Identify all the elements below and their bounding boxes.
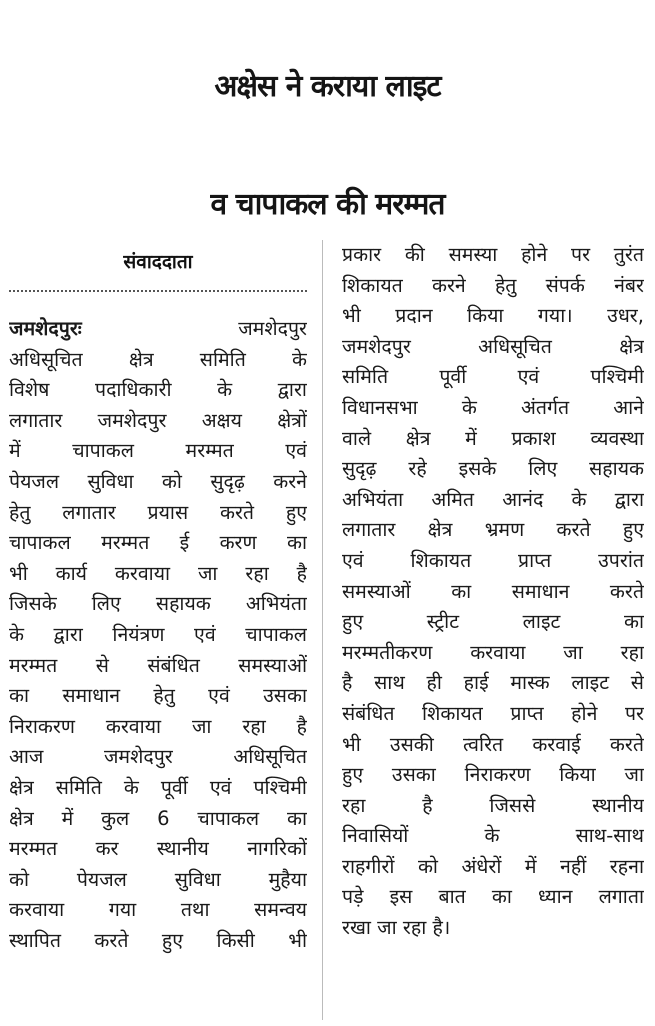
right-column-line: समिति पूर्वी एवं पश्चिमी xyxy=(342,365,644,389)
right-column-line: हुए स्ट्रीट लाइट का xyxy=(342,610,644,634)
right-column-line: शिकायत करने हेतु संपर्क नंबर xyxy=(342,273,644,297)
right-column-line: भी प्रदान किया गया। उधर, xyxy=(342,304,644,328)
left-column-line: भी कार्य करवाया जा रहा है xyxy=(9,561,307,585)
left-column-line: आज जमशेदपुर अधिसूचित xyxy=(9,745,307,769)
left-column-line: मरम्मत से संबंधित समस्याओं xyxy=(9,653,307,677)
left-column xyxy=(9,314,307,956)
right-column-line: निवासियों के साथ-साथ xyxy=(342,824,644,848)
left-column-line: जिसके लिए सहायक अभियंता xyxy=(9,592,307,616)
left-column-line: करवाया गया तथा समन्वय xyxy=(9,898,307,922)
left-line-first-text: जमशेदपुर xyxy=(238,317,307,340)
headline-line-2: व चापाकल की मरम्मत xyxy=(210,187,445,222)
right-column xyxy=(342,240,644,944)
left-line-first xyxy=(9,314,307,345)
left-column-line: हेतु लगातार प्रयास करते हुए xyxy=(9,500,307,524)
right-column-line: पड़े इस बात का ध्यान लगाता xyxy=(342,885,644,909)
headline xyxy=(0,28,655,264)
left-column-line: के द्वारा नियंत्रण एवं चापाकल xyxy=(9,622,307,646)
left-column-line: का समाधान हेतु एवं उसका xyxy=(9,684,307,708)
left-column-line: मरम्मत कर स्थानीय नागरिकों xyxy=(9,837,307,861)
right-column-line: एवं शिकायत प्राप्त उपरांत xyxy=(342,548,644,572)
right-column-line: प्रकार की समस्या होने पर तुरंत xyxy=(342,243,644,266)
right-column-line: समस्याओं का समाधान करते xyxy=(342,579,644,603)
byline-dotted-rule xyxy=(9,290,307,292)
headline-line-1: अक्षेस ने कराया लाइट xyxy=(214,69,441,104)
byline: संवाददाता xyxy=(123,251,193,273)
right-column-line: भी उसकी त्वरित करवाई करते xyxy=(342,732,644,756)
left-column-line: को पेयजल सुविधा मुहैया xyxy=(9,867,307,891)
right-column-line: लगातार क्षेत्र भ्रमण करते हुए xyxy=(342,518,644,542)
left-column-line: निराकरण करवाया जा रहा है xyxy=(9,714,307,738)
column-divider xyxy=(322,240,323,1020)
left-column-line: क्षेत्र समिति के पूर्वी एवं पश्चिमी xyxy=(9,775,307,799)
right-column-line: वाले क्षेत्र में प्रकाश व्यवस्था xyxy=(342,426,644,450)
right-column-line: मरम्मतीकरण करवाया जा रहा xyxy=(342,640,644,664)
left-column-line: क्षेत्र में कुल 6 चापाकल का xyxy=(9,806,307,830)
right-column-line: अभियंता अमित आनंद के द्वारा xyxy=(342,487,644,511)
left-column-line: विशेष पदाधिकारी के द्वारा xyxy=(9,378,307,402)
dateline: जमशेदपुरः xyxy=(9,317,82,340)
left-column-line: स्थापित करते हुए किसी भी xyxy=(9,928,307,952)
right-column-line: सुदृढ़ रहे इसके लिए सहायक xyxy=(342,457,644,481)
right-column-line: रखा जा रहा है। xyxy=(342,916,451,940)
right-column-line: विधानसभा के अंतर्गत आने xyxy=(342,395,644,419)
left-column-line: लगातार जमशेदपुर अक्षय क्षेत्रों xyxy=(9,408,307,432)
right-column-line: हुए उसका निराकरण किया जा xyxy=(342,763,644,787)
left-column-line: चापाकल मरम्मत ई करण का xyxy=(9,531,307,555)
right-column-line: है साथ ही हाई मास्क लाइट से xyxy=(342,671,644,695)
left-column-line: में चापाकल मरम्मत एवं xyxy=(9,439,307,463)
right-column-line: राहगीरों को अंधेरों में नहीं रहना xyxy=(342,854,644,878)
right-column-line: रहा है जिससे स्थानीय xyxy=(342,793,644,817)
left-column-line: अधिसूचित क्षेत्र समिति के xyxy=(9,347,307,371)
right-column-line: संबंधित शिकायत प्राप्त होने पर xyxy=(342,701,644,725)
right-column-line: जमशेदपुर अधिसूचित क्षेत्र xyxy=(342,334,644,358)
left-column-line: पेयजल सुविधा को सुदृढ़ करने xyxy=(9,469,307,493)
